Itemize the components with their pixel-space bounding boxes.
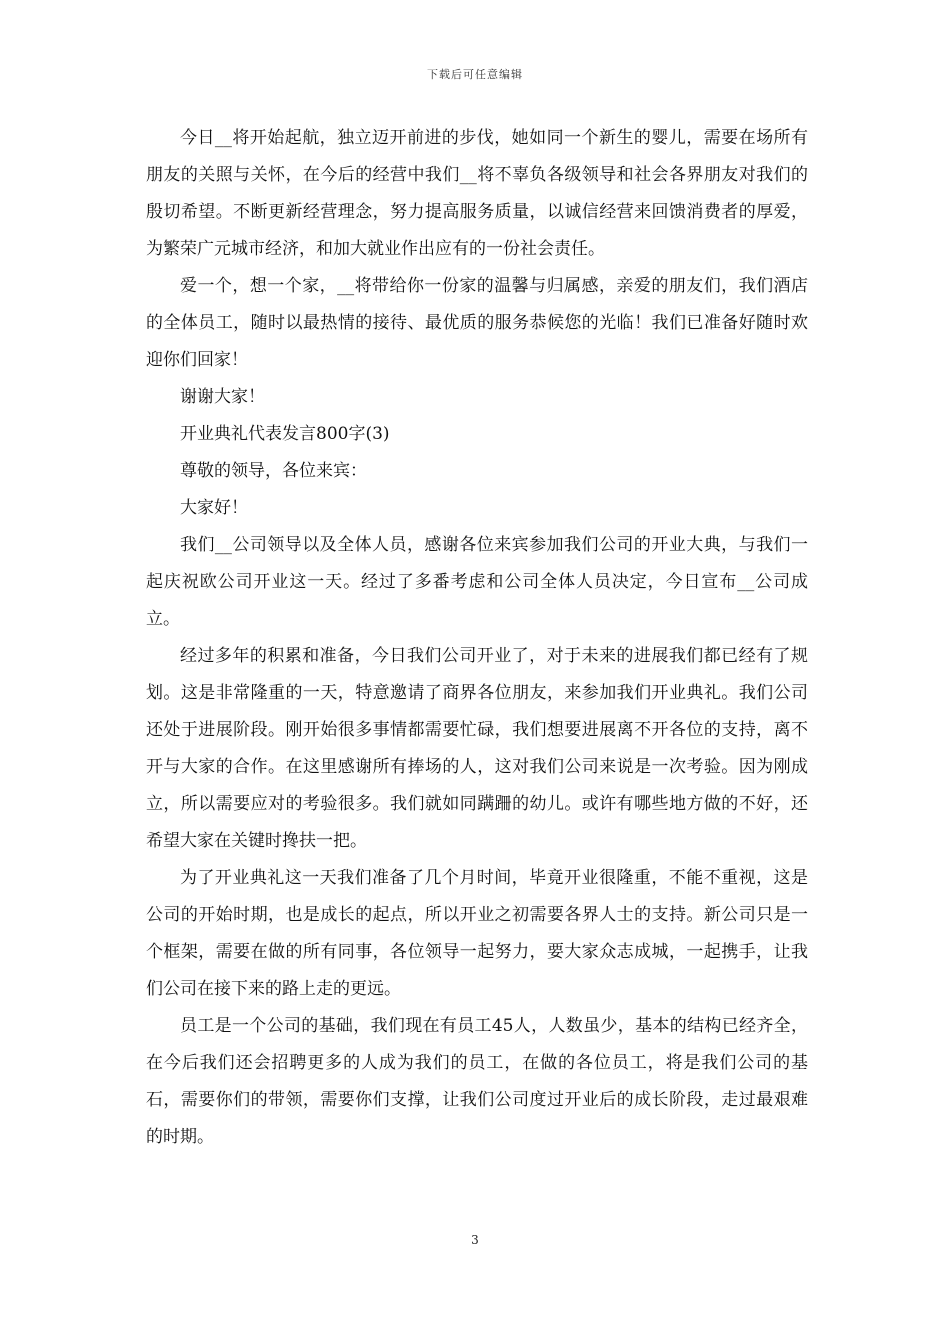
paragraph-3: 谢谢大家！ (180, 387, 265, 407)
paragraph-1: 今日__将开始起航，独立迈开前进的步伐，她如同一个新生的婴儿，需要在场所有朋友的关照与关怀，在今后的经营中我们__将不辜负各级领导和社会各界朋友对我们的殷切希望。不断更新经营理念，努力提高服务质量，以诚信经营来回馈消费者的厚爱，为繁荣广元城市经济，和加大就业作出应有的一份社会责任。 (146, 128, 808, 259)
greeting: 大家好！ (180, 498, 248, 518)
salutation: 尊敬的领导，各位来宾： (180, 461, 367, 481)
document-body (146, 120, 808, 1156)
page-header-note: 下载后可任意编辑 (427, 68, 523, 81)
section-title: 开业典礼代表发言800字(3) (180, 424, 390, 444)
paragraph-9: 为了开业典礼这一天我们准备了几个月时间，毕竟开业很隆重，不能不重视，这是公司的开始时期，也是成长的起点，所以开业之初需要各界人士的支持。新公司只是一个框架，需要在做的所有同事，各位领导一起努力，要大家众志成城，一起携手，让我们公司在接下来的路上走的更远。 (146, 868, 808, 999)
paragraph-10: 员工是一个公司的基础，我们现在有员工45人，人数虽少，基本的结构已经齐全，在今后我们还会招聘更多的人成为我们的员工，在做的各位员工，将是我们公司的基石，需要你们的带领，需要你们支撑，让我们公司度过开业后的成长阶段，走过最艰难的时期。 (146, 1016, 808, 1147)
paragraph-8: 经过多年的积累和准备，今日我们公司开业了，对于未来的进展我们都已经有了规划。这是非常隆重的一天，特意邀请了商界各位朋友，来参加我们开业典礼。我们公司还处于进展阶段。刚开始很多事情都需要忙碌，我们想要进展离不开各位的支持，离不开与大家的合作。在这里感谢所有捧场的人，这对我们公司来说是一次考验。因为刚成立，所以需要应对的考验很多。我们就如同蹒跚的幼儿。或许有哪些地方做的不好，还希望大家在关键时搀扶一把。 (146, 646, 808, 851)
paragraph-2: 爱一个，想一个家，__将带给你一份家的温馨与归属感，亲爱的朋友们，我们酒店的全体员工，随时以最热情的接待、最优质的服务恭候您的光临！我们已准备好随时欢迎你们回家！ (146, 276, 808, 370)
page-number: 3 (471, 1233, 479, 1247)
paragraph-7: 我们__公司领导以及全体人员，感谢各位来宾参加我们公司的开业大典，与我们一起庆祝欧公司开业这一天。经过了多番考虑和公司全体人员决定，今日宣布__公司成立。 (146, 535, 808, 629)
